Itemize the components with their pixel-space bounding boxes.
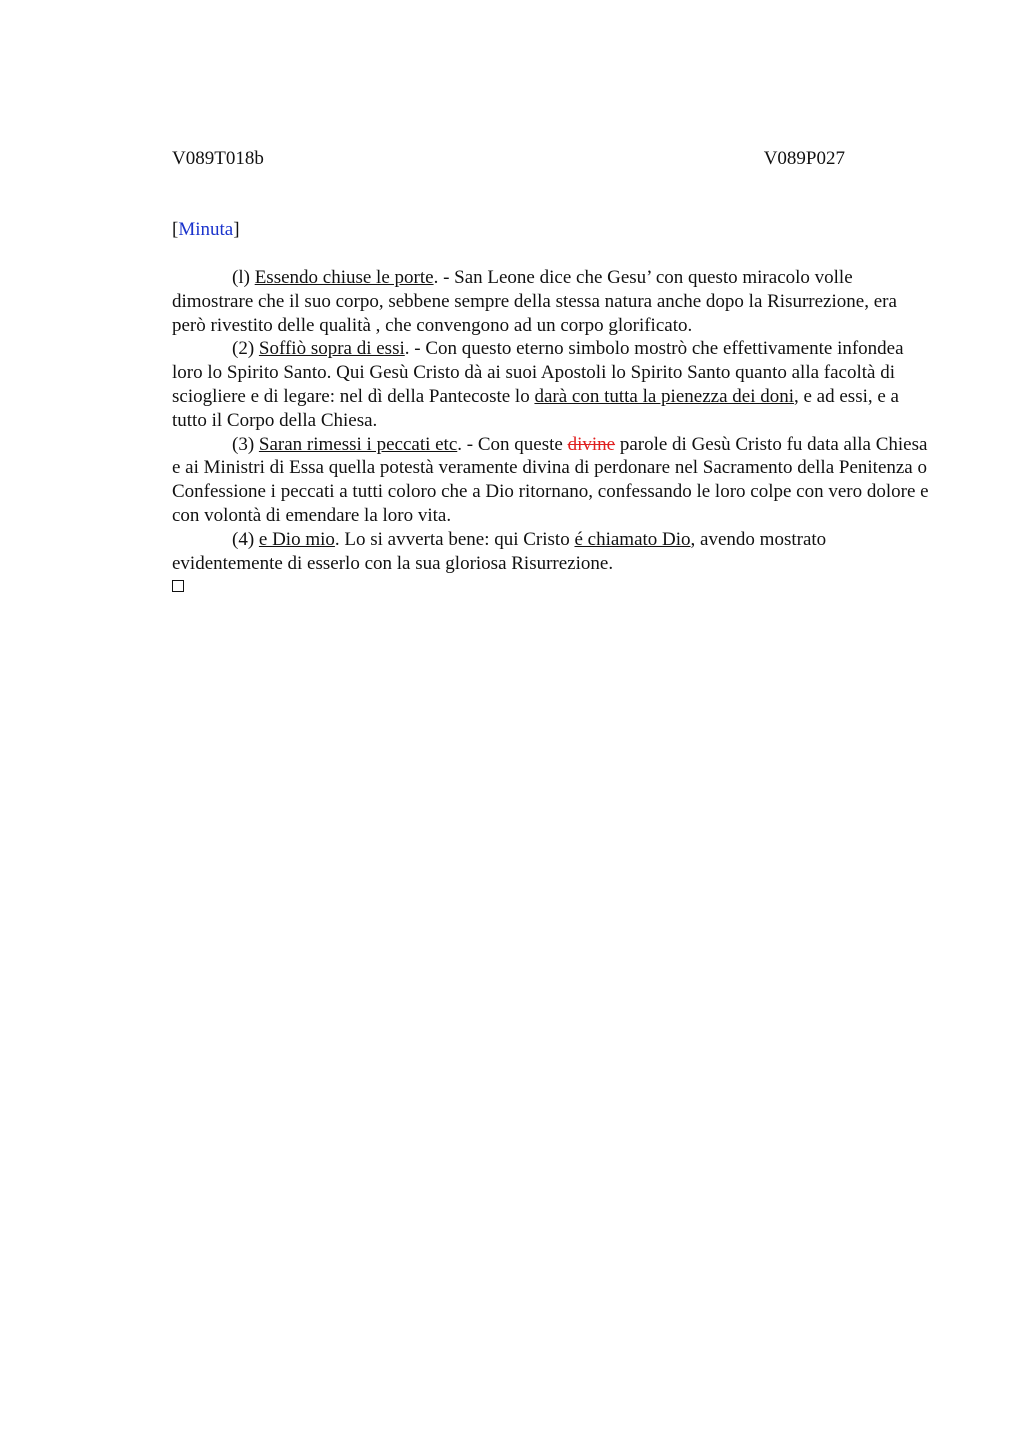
minuta-label-text: Minuta: [178, 219, 234, 240]
note-3-text-2: parole di Gesù Cristo fu data alla Chiesa e ai Ministri di Essa quella potestà veramente divina di perdonare nel Sacramento della Penitenza o Confessione i peccati a tutti coloro che a Dio ritornano, confessando le loro colpe con vero dolore e con volontà di emendare la loro vita.: [172, 433, 929, 526]
note-3-deleted-word: divine: [567, 433, 616, 455]
notes-body: [172, 266, 932, 592]
note-3-text: . - Con queste: [457, 433, 568, 455]
note-4: [172, 528, 932, 576]
document-header: [172, 146, 845, 172]
note-4-text-2: , avendo mostrato evidentemente di esserlo con la sua gloriosa Risurrezione.: [172, 528, 827, 574]
note-2-underlined-phrase-2: darà con tutta la pienezza dei doni: [534, 385, 794, 407]
minuta-open-bracket: [: [172, 219, 179, 240]
note-2: [172, 337, 932, 432]
note-1-underlined-phrase: Essendo chiuse le porte: [254, 267, 434, 288]
note-4-text: . Lo si avverta bene: qui Cristo: [334, 528, 575, 550]
note-3-underlined-phrase: Saran rimessi i peccati etc: [258, 433, 458, 455]
empty-square-icon: [172, 580, 184, 592]
minuta-close-bracket: ]: [233, 219, 240, 240]
note-1-text: . - San Leone dice che Gesu’ con questo miracolo volle dimostrare che il suo corpo, sebbene sempre della stessa natura anche dopo la Risurrezione, era però rivestito delle qualità , che convengono ad un corpo glorificato.: [172, 267, 897, 336]
note-2-underlined-phrase: Soffiò sopra di essi: [258, 338, 405, 360]
note-1: [172, 266, 932, 337]
document-code-left: V089T018b: [172, 148, 264, 169]
minuta-label: [172, 217, 240, 243]
note-2-text-2: , e ad essi, e a tutto il Corpo della Chiesa.: [172, 385, 899, 431]
note-2-number: (2): [232, 338, 259, 360]
note-2-text: . - Con questo eterno simbolo mostrò che effettivamente infondea loro lo Spirito Santo. Qui Gesù Cristo dà ai suoi Apostoli lo Spirito Santo quanto alla facoltà di sciogliere e di legare: nel dì della Pantecoste lo: [172, 338, 904, 407]
note-4-underlined-phrase: e Dio mio: [258, 528, 335, 550]
page-code-right: V089P027: [763, 148, 845, 169]
note-4-underlined-phrase-2: é chiamato Dio: [574, 528, 691, 550]
note-1-number: (l): [232, 267, 255, 288]
note-3: [172, 433, 932, 528]
note-3-number: (3): [232, 433, 259, 455]
note-4-number: (4): [232, 528, 259, 550]
